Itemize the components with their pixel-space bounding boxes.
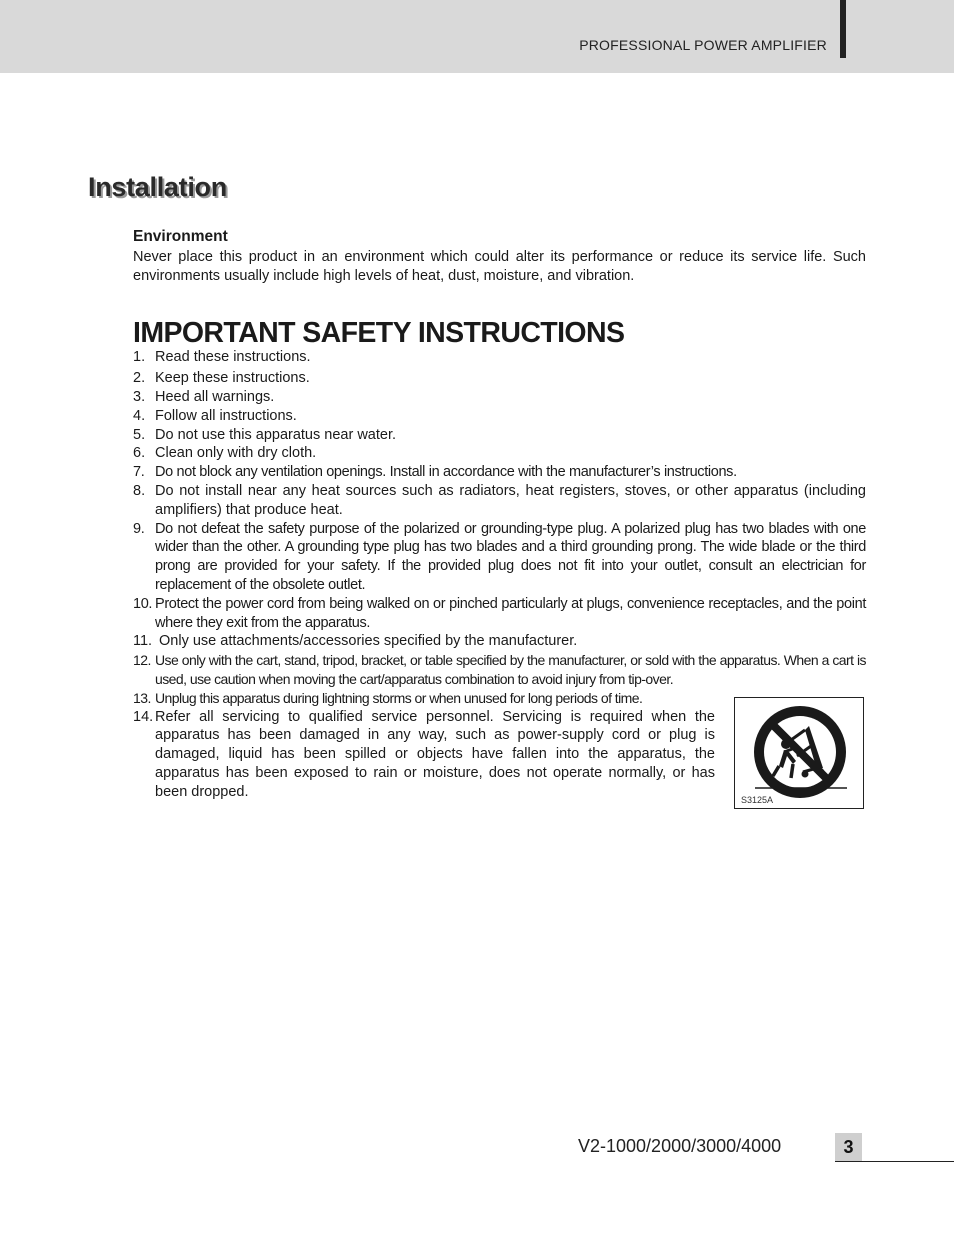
list-item: 8. Do not install near any heat sources such as radiators, heat registers, stoves, or other apparatus (including amplifiers) that produce heat. [133, 482, 866, 518]
list-item: 3. Heed all warnings. [133, 388, 275, 405]
cart-tip-over-warning-icon [751, 706, 849, 798]
section-title: Installation [88, 172, 227, 202]
header-title: PROFESSIONAL POWER AMPLIFIER [579, 37, 827, 53]
list-item: 9. Do not defeat the safety purpose of the polarized or grounding-type plug. A polarized plug has two blades with one wider than the other. A grounding type plug has two blades and a third grounding prong. The wide blade or the third prong are provided for your safety. If the provided plug does not fit into your outlet, consult an electrician for replacement of the obsolete outlet. [133, 520, 866, 593]
footer-divider [835, 1161, 954, 1162]
list-item: 6. Clean only with dry cloth. [133, 445, 317, 462]
environment-heading: Environment [133, 228, 228, 245]
list-item: 13. Unplug this apparatus during lightning storms or when unused for long periods of time. [133, 689, 643, 706]
safety-heading: IMPORTANT SAFETY INSTRUCTIONS [133, 317, 625, 350]
warning-symbol-box [734, 697, 864, 809]
list-item: 12. Use only with the cart, stand, tripod, bracket, or table specified by the manufacturer, or sold with the apparatus. When a cart is used, use caution when moving the cart/apparatus combination to avoid injury from tip-over. [133, 652, 866, 687]
header-accent-bar [840, 0, 846, 58]
list-item: 5. Do not use this apparatus near water. [133, 426, 397, 443]
list-item: 1. Read these instructions. [133, 349, 311, 366]
list-item: 10. Protect the power cord from being walked on or pinched particularly at plugs, convenience receptacles, and the point where they exit from the apparatus. [133, 595, 866, 631]
list-item: 14. Refer all servicing to qualified service personnel. Servicing is required when the apparatus has been damaged in any way, such as power-supply cord or plug is damaged, liquid has been spilled or objects have fallen into the apparatus, the apparatus has been exposed to rain or moisture, does not operate normally, or has been dropped. [133, 708, 715, 800]
list-item: 2. Keep these instructions. [133, 370, 310, 387]
list-item: 11. Only use attachments/accessories specified by the manufacturer. [133, 633, 578, 650]
page-number: 3 [835, 1133, 862, 1161]
footer-model: V2-1000/2000/3000/4000 [578, 1136, 782, 1156]
warning-code: S3125A [741, 795, 774, 805]
environment-text: Never place this product in an environment which could alter its performance or reduce its service life. Such environments usually include high levels of heat, dust, moisture, and vibration. [133, 248, 866, 284]
list-item: 4. Follow all instructions. [133, 407, 297, 424]
list-item: 7. Do not block any ventilation openings. Install in accordance with the manufacturer’s instructions. [133, 464, 737, 481]
